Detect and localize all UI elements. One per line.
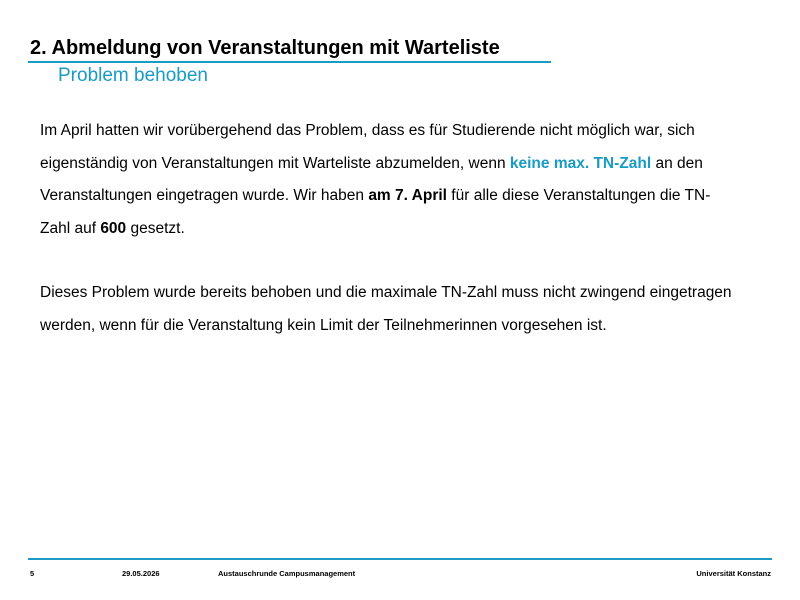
footer-event-name: Austauschrunde Campusmanagement <box>218 569 356 578</box>
slide-subtitle: Problem behoben <box>58 65 208 86</box>
bold-date: am 7. April <box>368 187 447 204</box>
paragraph-problem <box>40 115 740 245</box>
footer-organization: Universität Konstanz <box>696 569 771 578</box>
slide-body <box>40 115 740 342</box>
paragraph-resolved: Dieses Problem wurde bereits behoben und die maximale TN-Zahl muss nicht zwingend eingetragen werden, wenn für die Veranstaltung kein Limit der Teilnehmerinnen vorgesehen ist. <box>40 284 732 334</box>
paragraph-problem-text-2: an den Veranstaltungen eingetragen wurde. Wir haben <box>40 154 703 204</box>
bold-number: 600 <box>100 219 127 237</box>
paragraph-problem-text-1: Im April hatten wir vorübergehend das Problem, dass es für Studierende nicht möglich war, sich eigenständig von Veranstaltungen mit Warteliste abzumelden, wenn <box>40 122 695 172</box>
highlight-keine-max-tn-zahl: keine max. TN-Zahl <box>509 154 652 172</box>
footer-page-number: 5 <box>30 569 35 578</box>
footer-date: 29.05.2026 <box>122 569 160 578</box>
slide-title: 2. Abmeldung von Veranstaltungen mit Warteliste <box>30 37 500 59</box>
paragraph-problem-text-3: für alle diese Veranstaltungen die TN-Zahl auf <box>40 187 711 237</box>
footer-divider <box>28 558 772 560</box>
paragraph-problem-text-4: gesetzt. <box>126 219 185 237</box>
